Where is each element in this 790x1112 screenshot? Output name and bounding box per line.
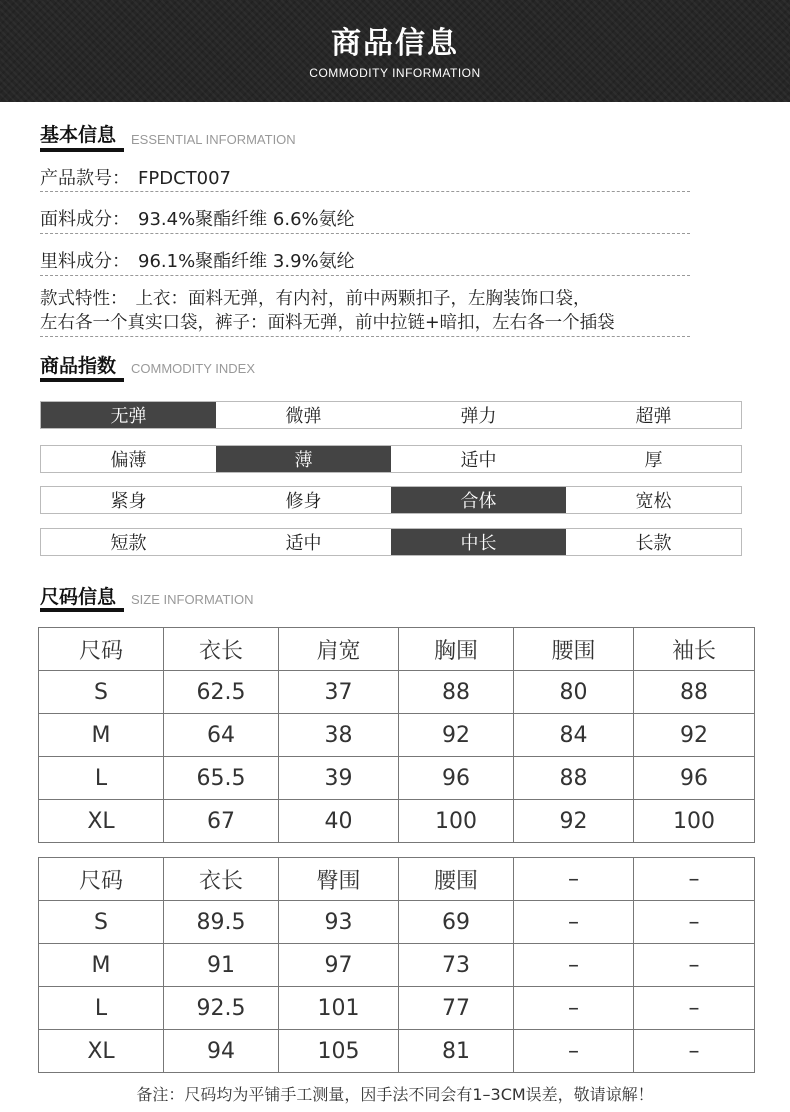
table-cell: 96 [399, 757, 514, 800]
table-cell: 105 [279, 1030, 399, 1073]
info-fabric-label: 面料成分： [40, 209, 130, 230]
table-cell: 96 [634, 757, 755, 800]
table-row [39, 714, 755, 757]
info-lining-value: 96.1%聚酯纤维 3.9%氨纶 [138, 251, 355, 272]
table-header-cell: 臀围 [279, 858, 399, 901]
table-cell: 92 [399, 714, 514, 757]
table-cell: 101 [279, 987, 399, 1030]
table-cell: – [514, 901, 634, 944]
section-basic-heading [40, 120, 116, 147]
section-size-heading [40, 582, 116, 609]
table-cell: 40 [279, 800, 399, 843]
table-cell: – [634, 1030, 755, 1073]
table-row [39, 757, 755, 800]
index-option: 短款 [110, 533, 147, 554]
index-option-selected: 合体 [391, 487, 566, 513]
table-cell: 89.5 [164, 901, 279, 944]
table-header-cell: 胸围 [399, 628, 514, 671]
table-cell: 93 [279, 901, 399, 944]
index-option-selected: 中长 [391, 529, 566, 555]
info-features-label: 款式特性： [40, 289, 128, 309]
divider [40, 233, 690, 234]
table-cell: 62.5 [164, 671, 279, 714]
table-cell: 100 [399, 800, 514, 843]
table-header-cell: 尺码 [39, 858, 164, 901]
table-cell: S [39, 671, 164, 714]
section-size-title: 尺码信息 [40, 586, 117, 608]
info-lining [40, 247, 355, 273]
index-row [40, 401, 742, 429]
table-row [39, 800, 755, 843]
table-cell: – [514, 987, 634, 1030]
header-banner [0, 0, 790, 102]
table-cell: 65.5 [164, 757, 279, 800]
size-table-top [38, 627, 755, 843]
info-features [40, 285, 591, 310]
divider [40, 275, 690, 276]
table-header-row [39, 858, 755, 901]
section-basic-title: 基本信息 [40, 124, 117, 146]
index-option: 适中 [460, 450, 497, 471]
table-header-cell: 腰围 [399, 858, 514, 901]
table-cell: 84 [514, 714, 634, 757]
table-cell: 73 [399, 944, 514, 987]
index-row [40, 445, 742, 473]
table-header-cell: – [634, 858, 755, 901]
section-index-underline [40, 378, 124, 382]
table-cell: M [39, 944, 164, 987]
table-cell: 91 [164, 944, 279, 987]
table-cell: 92 [634, 714, 755, 757]
index-option-selected: 无弹 [41, 402, 216, 428]
index-option: 宽松 [635, 491, 672, 512]
index-option: 微弹 [285, 406, 322, 427]
table-header-cell: 衣长 [164, 628, 279, 671]
section-basic-subtitle: ESSENTIAL INFORMATION [131, 132, 296, 147]
table-cell: 37 [279, 671, 399, 714]
table-cell: S [39, 901, 164, 944]
table-cell: 80 [514, 671, 634, 714]
index-option: 紧身 [110, 491, 147, 512]
table-row [39, 671, 755, 714]
table-row [39, 1030, 755, 1073]
table-cell: 81 [399, 1030, 514, 1073]
table-cell: 97 [279, 944, 399, 987]
measurement-note: 备注：尺码均为平铺手工测量，因手法不同会有1–3CM误差，敬请谅解！ [136, 1085, 654, 1104]
table-cell: 88 [634, 671, 755, 714]
table-cell: L [39, 757, 164, 800]
table-cell: – [634, 901, 755, 944]
table-cell: L [39, 987, 164, 1030]
index-option: 超弹 [635, 406, 672, 427]
table-cell: 39 [279, 757, 399, 800]
section-index-subtitle: COMMODITY INDEX [131, 361, 255, 376]
info-fabric-value: 93.4%聚酯纤维 6.6%氨纶 [138, 209, 355, 230]
table-header-cell: 袖长 [634, 628, 755, 671]
index-option: 长款 [635, 533, 672, 554]
table-cell: 64 [164, 714, 279, 757]
section-size-subtitle: SIZE INFORMATION [131, 592, 254, 607]
table-cell: 100 [634, 800, 755, 843]
table-row [39, 987, 755, 1030]
table-cell: – [514, 1030, 634, 1073]
table-cell: 92 [514, 800, 634, 843]
index-option: 厚 [644, 450, 663, 471]
info-style-number-value: FPDCT007 [138, 168, 231, 189]
page-title: 商品信息 [331, 26, 459, 61]
index-row [40, 528, 742, 556]
divider [40, 336, 690, 337]
table-cell: 88 [514, 757, 634, 800]
section-size-underline [40, 608, 124, 612]
table-cell: – [514, 944, 634, 987]
table-header-row [39, 628, 755, 671]
table-header-cell: – [514, 858, 634, 901]
table-header-cell: 腰围 [514, 628, 634, 671]
table-row [39, 901, 755, 944]
table-cell: 67 [164, 800, 279, 843]
size-table-bottom [38, 857, 755, 1073]
table-header-cell: 衣长 [164, 858, 279, 901]
info-style-number [40, 164, 231, 190]
index-row [40, 486, 742, 514]
index-option: 修身 [285, 491, 322, 512]
table-cell: M [39, 714, 164, 757]
index-option: 弹力 [460, 406, 497, 427]
divider [40, 191, 690, 192]
table-cell: XL [39, 1030, 164, 1073]
info-features-line2: 左右各一个真实口袋，裤子：面料无弹，前中拉链+暗扣，左右各一个插袋 [40, 313, 615, 333]
index-option: 适中 [285, 533, 322, 554]
index-option: 偏薄 [110, 450, 147, 471]
table-cell: 38 [279, 714, 399, 757]
table-cell: – [634, 944, 755, 987]
info-lining-label: 里料成分： [40, 251, 130, 272]
table-cell: 88 [399, 671, 514, 714]
info-fabric [40, 205, 355, 231]
page-subtitle: COMMODITY INFORMATION [309, 66, 481, 80]
table-header-cell: 肩宽 [279, 628, 399, 671]
table-cell: XL [39, 800, 164, 843]
info-style-number-label: 产品款号： [40, 168, 130, 189]
table-cell: 77 [399, 987, 514, 1030]
section-index-heading [40, 351, 116, 378]
section-basic-underline [40, 148, 124, 152]
table-cell: 92.5 [164, 987, 279, 1030]
table-cell: 69 [399, 901, 514, 944]
section-index-title: 商品指数 [40, 355, 117, 377]
table-cell: 94 [164, 1030, 279, 1073]
index-option-selected: 薄 [216, 446, 391, 472]
info-features-line1: 上衣：面料无弹，有内衬，前中两颗扣子，左胸装饰口袋， [135, 289, 591, 309]
table-cell: – [634, 987, 755, 1030]
table-row [39, 944, 755, 987]
table-header-cell: 尺码 [39, 628, 164, 671]
